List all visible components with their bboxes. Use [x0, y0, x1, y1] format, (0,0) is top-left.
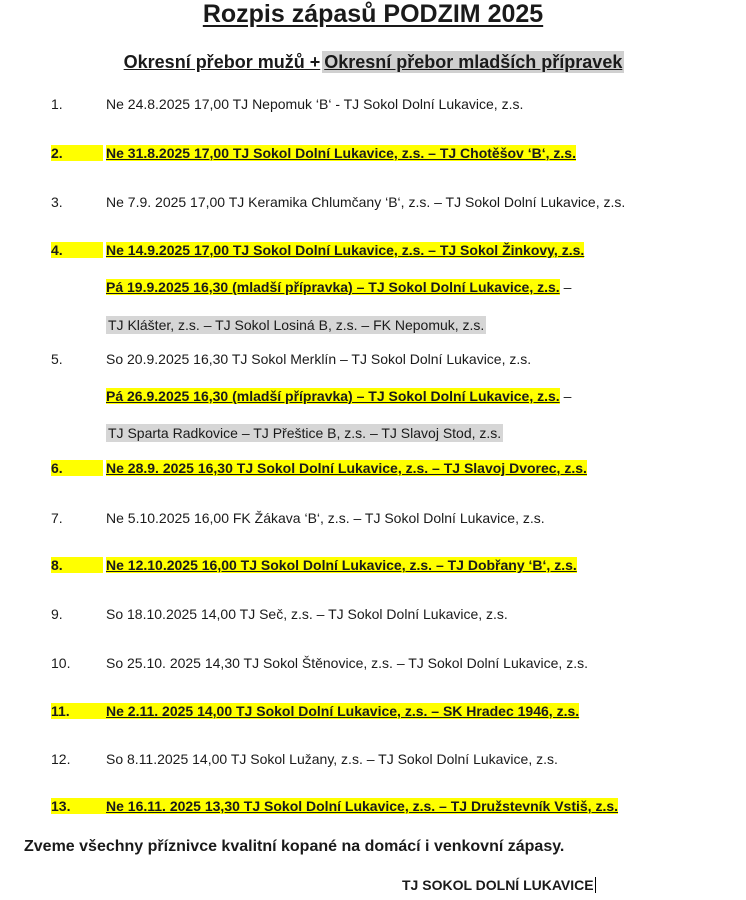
match-number: 13. — [51, 798, 110, 814]
match-number: 3. — [51, 194, 63, 210]
match-number: 12. — [51, 751, 71, 767]
youth-line — [106, 388, 571, 404]
youth-dash: – — [563, 388, 572, 404]
match-number: 8. — [51, 557, 103, 573]
match-number: 10. — [51, 655, 71, 671]
match-text: Ne 16.11. 2025 13,30 TJ Sokol Dolní Lukavice, z.s. – TJ Družstevník Vstiš, z.s. — [106, 798, 619, 814]
match-number: 6. — [51, 460, 103, 476]
youth-teams: TJ Klášter, z.s. – TJ Sokol Losiná B, z.s. – FK Nepomuk, z.s. — [108, 317, 485, 333]
youth-title: Pá 26.9.2025 16,30 (mladší přípravka) – TJ Sokol Dolní Lukavice, z.s. — [106, 388, 560, 404]
subtitle-men: Okresní přebor mužů + — [123, 52, 321, 72]
match-number: 9. — [51, 606, 63, 622]
closing-invitation: Zveme všechny příznivce kvalitní kopané na domácí i venkovní zápasy. — [24, 838, 565, 855]
match-text: Ne 31.8.2025 17,00 TJ Sokol Dolní Lukavice, z.s. – TJ Chotěšov ‘B‘, z.s. — [106, 145, 576, 161]
club-signature: TJ SOKOL DOLNÍ LUKAVICE — [402, 877, 594, 893]
match-number: 1. — [51, 96, 63, 112]
match-text: Ne 14.9.2025 17,00 TJ Sokol Dolní Lukavice, z.s. – TJ Sokol Žinkovy, z.s. — [106, 242, 585, 258]
match-text: So 8.11.2025 14,00 TJ Sokol Lužany, z.s. – TJ Sokol Dolní Lukavice, z.s. — [106, 751, 558, 767]
subtitle — [0, 52, 746, 73]
youth-line — [106, 279, 571, 295]
youth-teams: TJ Sparta Radkovice – TJ Přeštice B, z.s. – TJ Slavoj Stod, z.s. — [108, 425, 502, 441]
match-text: Ne 2.11. 2025 14,00 TJ Sokol Dolní Lukavice, z.s. – SK Hradec 1946, z.s. — [106, 703, 580, 719]
match-number: 4. — [51, 242, 103, 258]
match-text: Ne 12.10.2025 16,00 TJ Sokol Dolní Lukavice, z.s. – TJ Dobřany ‘B‘, z.s. — [106, 557, 577, 573]
match-text: So 20.9.2025 16,30 TJ Sokol Merklín – TJ Sokol Dolní Lukavice, z.s. — [106, 351, 532, 367]
youth-dash: – — [563, 279, 572, 295]
match-text: So 25.10. 2025 14,30 TJ Sokol Štěnovice, z.s. – TJ Sokol Dolní Lukavice, z.s. — [106, 655, 588, 671]
match-text: Ne 28.9. 2025 16,30 TJ Sokol Dolní Lukavice, z.s. – TJ Slavoj Dvorec, z.s. — [106, 460, 587, 476]
youth-title: Pá 19.9.2025 16,30 (mladší přípravka) – TJ Sokol Dolní Lukavice, z.s. — [106, 279, 560, 295]
match-text: Ne 5.10.2025 16,00 FK Žákava ‘B‘, z.s. – TJ Sokol Dolní Lukavice, z.s. — [106, 510, 545, 526]
match-number: 2. — [51, 145, 103, 161]
match-number: 5. — [51, 351, 63, 367]
page-title: Rozpis zápasů PODZIM 2025 — [202, 0, 544, 28]
match-text: Ne 24.8.2025 17,00 TJ Nepomuk ‘B‘ - TJ Sokol Dolní Lukavice, z.s. — [106, 96, 524, 112]
match-text: Ne 7.9. 2025 17,00 TJ Keramika Chlumčany ‘B‘, z.s. – TJ Sokol Dolní Lukavice, z.s. — [106, 194, 626, 210]
subtitle-youth: Okresní přebor mladších přípravek — [324, 52, 623, 72]
match-text: So 18.10.2025 14,00 TJ Seč, z.s. – TJ Sokol Dolní Lukavice, z.s. — [106, 606, 508, 622]
match-number: 7. — [51, 510, 63, 526]
match-number: 11. — [51, 703, 110, 719]
